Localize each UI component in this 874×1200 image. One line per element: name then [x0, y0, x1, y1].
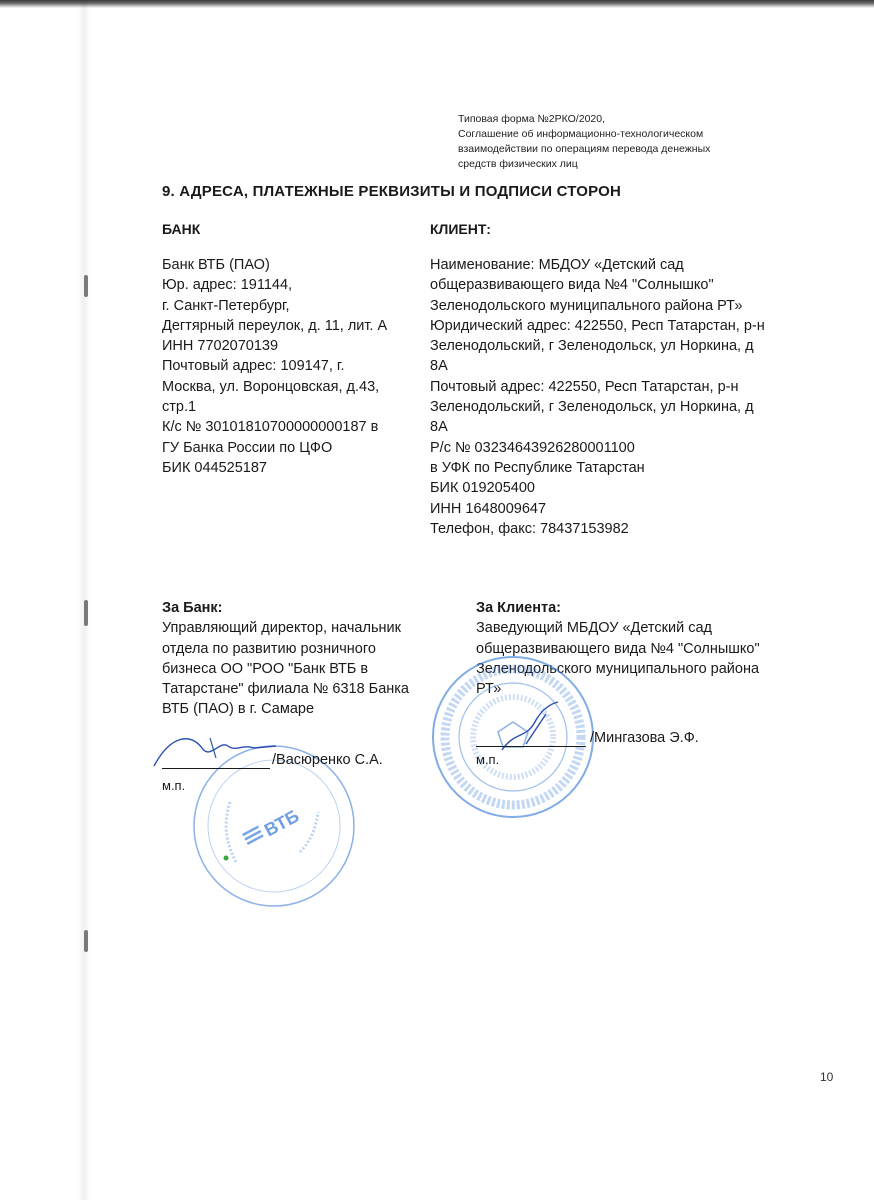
client-detail-line: Наименование: МБДОУ «Детский сад: [430, 257, 684, 273]
bank-detail-line: г. Санкт-Петербург,: [162, 297, 290, 314]
client-detail-line: Юридический адрес: 422550, Респ Татарстан, р-н: [430, 317, 765, 334]
bank-signatory-name: /Васюренко С.А.: [272, 752, 383, 768]
client-detail-line: 8А: [430, 358, 448, 375]
client-handwritten-signature: [496, 700, 566, 758]
form-reference-line: Типовая форма №2РКО/2020,: [458, 113, 606, 125]
bank-signatory-title-line: ВТБ (ПАО) в г. Самаре: [162, 701, 315, 718]
bank-details: [162, 255, 387, 478]
form-reference-note: [458, 112, 710, 172]
bank-detail-line: Почтовый адрес: 109147, г.: [162, 358, 345, 375]
client-detail-line: ИНН 1648009647: [430, 500, 547, 517]
bank-detail-line: Москва, ул. Воронцовская, д.43,: [162, 378, 380, 395]
bank-signatory-block: [162, 598, 409, 720]
client-detail-line: Телефон, факс: 78437153982: [430, 520, 629, 537]
client-detail-line: Зеленодольский, г Зеленодольск, ул Норкина, д: [430, 399, 754, 416]
bank-detail-line: ИНН 7702070139: [162, 338, 279, 355]
client-detail-line: Почтовый адрес: 422550, Респ Татарстан, р-н: [430, 378, 739, 395]
bank-stamp-text: ВТБ: [260, 805, 303, 841]
client-details: [430, 255, 765, 539]
bank-handwritten-signature: [150, 726, 280, 774]
page-number: 10: [820, 1070, 834, 1084]
section-title: 9. АДРЕСА, ПЛАТЕЖНЫЕ РЕКВИЗИТЫ И ПОДПИСИ СТОРОН: [162, 183, 622, 200]
client-signatory-title-line: Заведующий МБДОУ «Детский сад: [476, 620, 713, 637]
binding-hole: [84, 600, 88, 626]
client-detail-line: общеразвивающего вида №4 "Солнышко": [430, 277, 714, 294]
form-reference-line: средств физических лиц: [458, 158, 578, 170]
bank-signatory-title-line: бизнеса ОО "РОО "Банк ВТБ в: [162, 660, 369, 677]
bank-detail-line: БИК 044525187: [162, 459, 267, 476]
bank-seal-mark: м.п.: [162, 778, 186, 793]
bank-detail-line: Юр. адрес: 191144,: [162, 277, 293, 294]
bank-signatory-label: За Банк:: [162, 600, 223, 616]
bank-detail-line: ГУ Банка России по ЦФО: [162, 439, 333, 456]
client-heading: КЛИЕНТ:: [430, 221, 491, 237]
client-detail-line: Р/с № 03234643926280001100: [430, 439, 635, 456]
client-detail-line: Зеленодольский, г Зеленодольск, ул Норкина, д: [430, 338, 754, 355]
binding-hole: [84, 930, 88, 952]
client-signatory-title-line: Зеленодольского муниципального района: [476, 660, 760, 677]
bank-detail-line: Дегтярный переулок, д. 11, лит. А: [162, 317, 388, 334]
bank-heading: БАНК: [162, 221, 201, 237]
bank-signature-line: [162, 768, 270, 769]
client-signatory-title-line: общеразвивающего вида №4 "Солнышко": [476, 640, 760, 657]
bank-signatory-title-line: Татарстане" филиала № 6318 Банка: [162, 681, 409, 698]
client-detail-line: Зеленодольского муниципального района РТ»: [430, 297, 743, 314]
client-detail-line: в УФК по Республике Татарстан: [430, 459, 645, 476]
form-reference-line: взаимодействии по операциям перевода денежных: [458, 143, 711, 155]
bank-signatory-title-line: Управляющий директор, начальник: [162, 620, 401, 637]
bank-detail-line: Банк ВТБ (ПАО): [162, 257, 270, 273]
client-signatory-label: За Клиента:: [476, 600, 561, 616]
bank-signatory-title-line: отдела по развитию розничного: [162, 640, 376, 657]
bank-detail-line: К/с № 30101810700000000187 в: [162, 419, 379, 436]
client-signatory-name: /Мингазова Э.Ф.: [590, 730, 699, 746]
form-reference-line: Соглашение об информационно-технологическом: [458, 128, 704, 140]
client-detail-line: 8А: [430, 419, 448, 436]
binding-hole: [84, 275, 88, 297]
page-top-edge: [0, 0, 874, 8]
client-seal-mark: м.п.: [476, 752, 500, 767]
bank-detail-line: стр.1: [162, 399, 197, 416]
client-signature-line: [476, 746, 586, 747]
client-signatory-title-line: РТ»: [476, 681, 502, 698]
client-detail-line: БИК 019205400: [430, 480, 535, 497]
